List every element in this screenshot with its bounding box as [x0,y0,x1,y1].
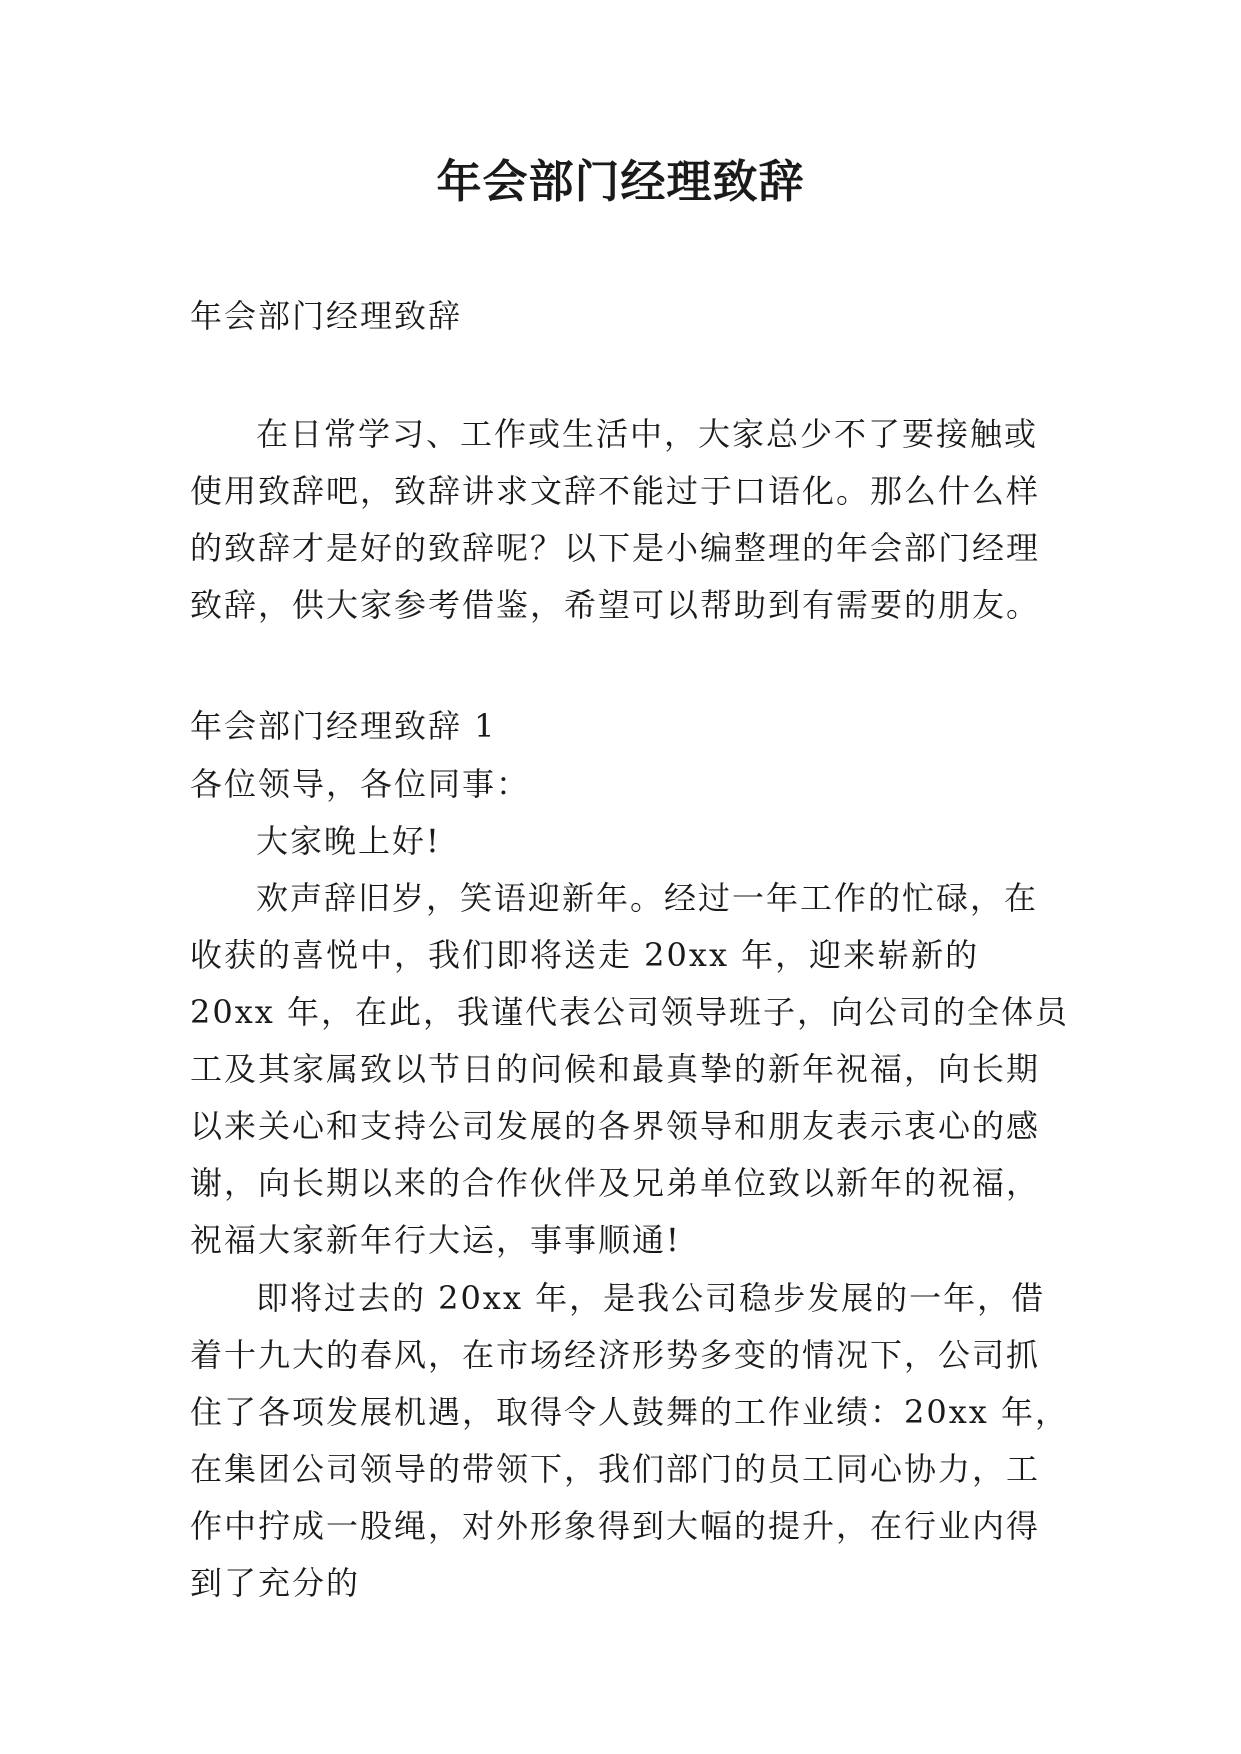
document-subtitle: 年会部门经理致辞 [190,297,463,335]
hello-line: 大家晚上好! [256,822,441,860]
body-paragraph: 欢声辞旧岁，笑语迎新年。经过一年工作的忙碌，在收获的喜悦中，我们即将送走 20xx 年，迎来崭新的 20xx 年，在此，我谨代表公司领导班子，向公司的全体员工及其家属致以节日的问候和最真挚的新年祝福，向长期以来关心和支持公司发展的各界领导和朋友表示衷心的感谢，向长期以来的合作伙伴及兄弟单位致以新年的祝福，祝福大家新年行大运，事事顺通! [190,879,1069,1259]
intro-paragraph: 在日常学习、工作或生活中，大家总少不了要接触或使用致辞吧，致辞讲求文辞不能过于口语化。那么什么样的致辞才是好的致辞呢？以下是小编整理的年会部门经理致辞，供大家参考借鉴，希望可以帮助到有需要的朋友。 [190,415,1041,624]
greeting-line: 各位领导，各位同事： [190,765,531,803]
body-paragraph: 即将过去的 20xx 年，是我公司稳步发展的一年，借着十九大的春风，在市场经济形势多变的情况下，公司抓住了各项发展机遇，取得令人鼓舞的工作业绩：20xx 年，在集团公司领导的带领下，我们部门的员工同心协力，工作中拧成一股绳，对外形象得到大幅的提升，在行业内得到了充分的 [190,1279,1069,1602]
document-title: 年会部门经理致辞 [436,155,805,208]
section-heading: 年会部门经理致辞 1 [190,707,497,745]
